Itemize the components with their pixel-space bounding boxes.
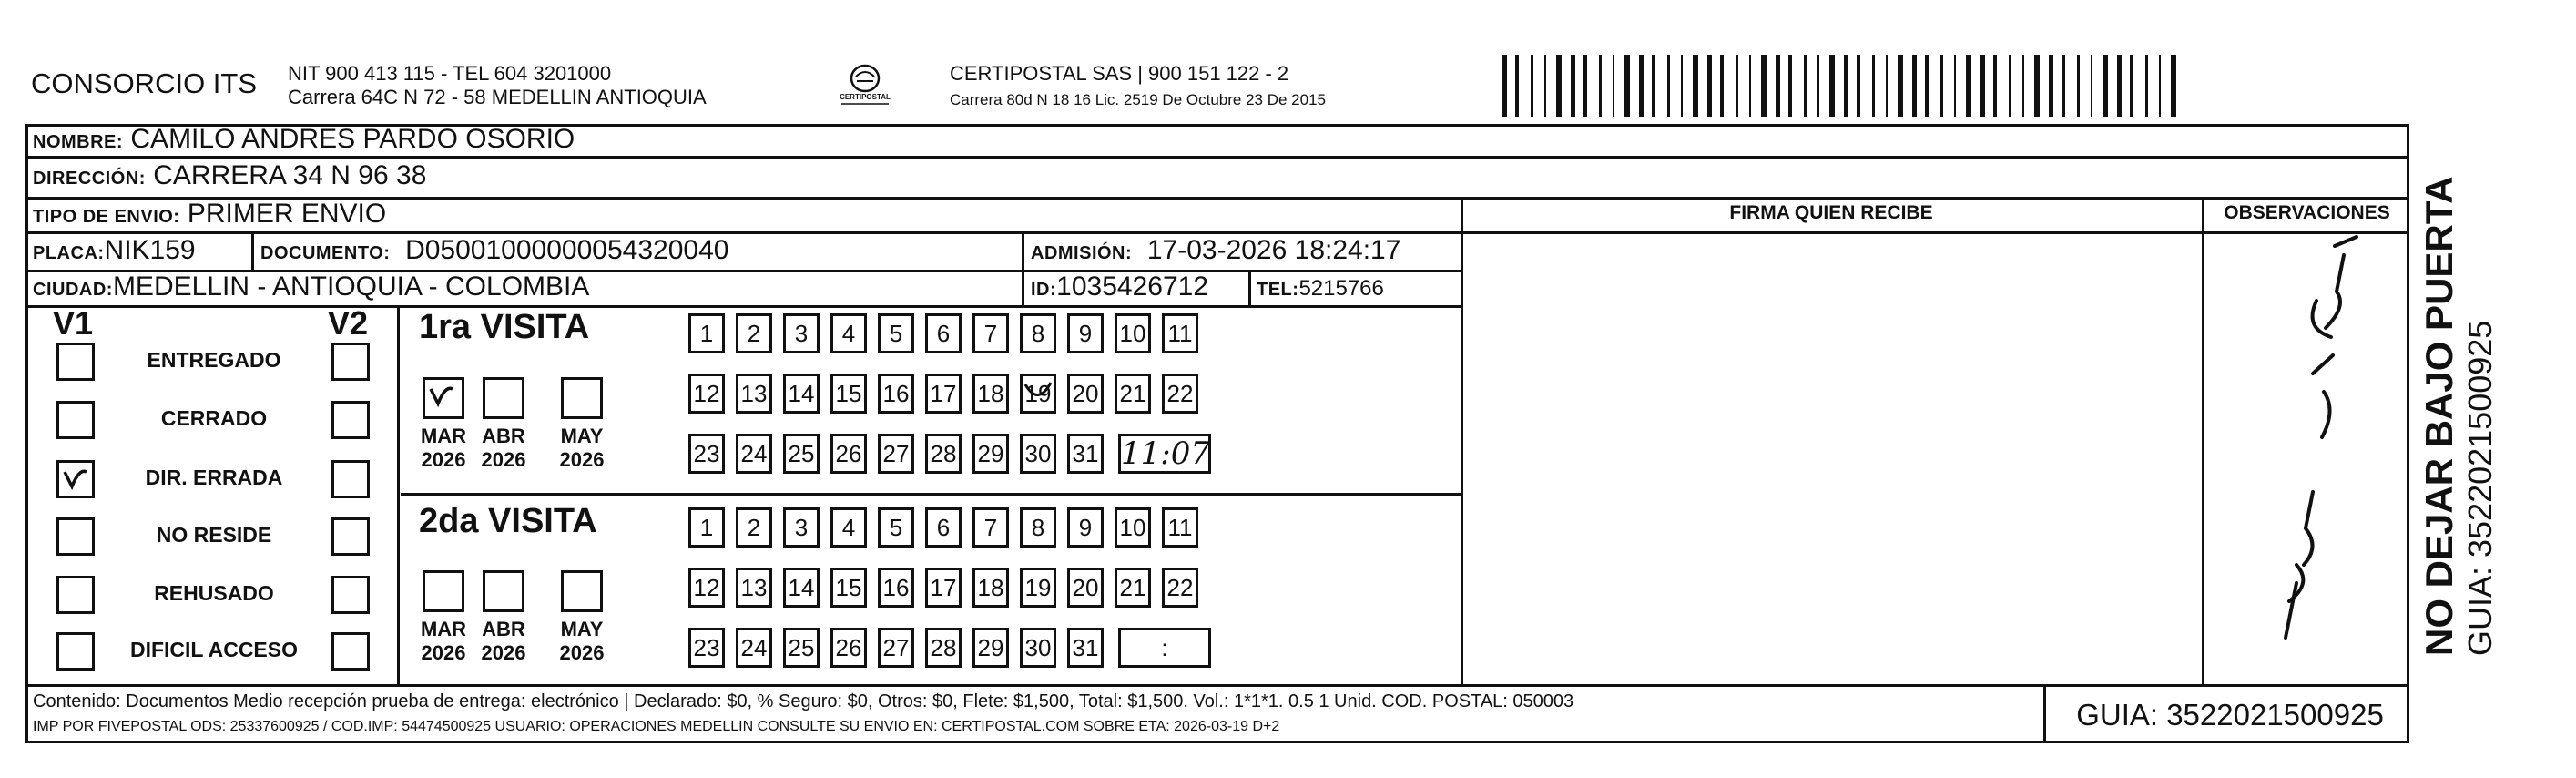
- certipostal-logo: CERTIPOSTAL: [838, 60, 892, 111]
- status-v1-checkbox[interactable]: [56, 576, 95, 614]
- day-box[interactable]: 6: [925, 507, 962, 548]
- status-v1-checkbox[interactable]: [56, 632, 95, 671]
- day-box[interactable]: 17: [925, 374, 962, 414]
- day-box[interactable]: 12: [688, 568, 725, 608]
- nombre-value: CAMILO ANDRES PARDO OSORIO: [130, 124, 575, 154]
- day-box[interactable]: 3: [783, 313, 820, 353]
- status-label: DIFICIL ACCESO: [129, 638, 298, 661]
- day-box[interactable]: 23: [688, 434, 725, 474]
- day-box[interactable]: 6: [925, 313, 962, 353]
- signature-scribble: [2249, 219, 2377, 656]
- day-box[interactable]: 16: [878, 568, 914, 608]
- day-box[interactable]: 28: [925, 628, 962, 668]
- day-box[interactable]: 28: [925, 434, 962, 474]
- status-v2-checkbox[interactable]: [331, 401, 370, 439]
- month-label: MAR: [420, 425, 467, 447]
- day-box[interactable]: 27: [878, 628, 914, 668]
- status-v2-checkbox[interactable]: [331, 517, 370, 556]
- day-box[interactable]: 10: [1115, 507, 1151, 548]
- no-dejar-bajo-puerta: NO DEJAR BAJO PUERTA: [2418, 176, 2460, 656]
- status-v1-checkbox[interactable]: [56, 517, 95, 556]
- month-checkbox[interactable]: [561, 377, 603, 419]
- status-label: DIR. ERRADA: [145, 466, 283, 489]
- day-box[interactable]: 21: [1115, 374, 1151, 414]
- year-label: 2026: [481, 641, 526, 664]
- day-box[interactable]: 13: [736, 374, 772, 414]
- day-box[interactable]: 26: [830, 434, 867, 474]
- admision-row: ADMISIÓN: 17-03-2026 18:24:17: [1031, 235, 1401, 265]
- direccion-row: DIRECCIÓN: CARRERA 34 N 96 38: [33, 160, 427, 190]
- company-address: Carrera 64C N 72 - 58 MEDELLIN ANTIOQUIA: [288, 86, 707, 108]
- day-box[interactable]: 10: [1115, 313, 1151, 353]
- status-v2-checkbox[interactable]: [331, 460, 370, 498]
- day-box[interactable]: 11: [1162, 313, 1198, 353]
- documento-value: D05001000000054320040: [405, 235, 729, 265]
- day-box[interactable]: 25: [783, 628, 820, 668]
- day-box[interactable]: 19: [1020, 568, 1056, 608]
- company-nit: NIT 900 413 115 - TEL 604 3201000: [288, 62, 612, 85]
- placa-value: NIK159: [104, 235, 196, 265]
- day-box[interactable]: 30: [1020, 628, 1056, 668]
- footer-imp: IMP POR FIVEPOSTAL ODS: 25337600925 / COD.IMP: 54474500925 USUARIO: OPERACIONES MEDELLIN CONSULTE SU ENVIO EN: CERTIPOSTAL.COM SOBRE ETA: 2026-03-19 D+2: [33, 719, 1280, 734]
- month-label: ABR: [482, 618, 525, 640]
- day-box[interactable]: 11: [1162, 507, 1198, 548]
- day-box[interactable]: 20: [1067, 568, 1104, 608]
- day-box[interactable]: 18: [972, 568, 1009, 608]
- status-v2-checkbox[interactable]: [331, 343, 370, 381]
- observaciones-header: OBSERVACIONES: [2224, 202, 2390, 223]
- carrier-name: CERTIPOSTAL SAS | 900 151 122 - 2: [950, 62, 1289, 85]
- visit1-title: 1ra VISITA: [419, 308, 590, 346]
- day-box[interactable]: 17: [925, 568, 962, 608]
- year-label: 2026: [421, 448, 466, 471]
- side-text: [2418, 146, 2554, 656]
- status-label: CERRADO: [160, 406, 268, 430]
- tipo-envio-value: PRIMER ENVIO: [187, 199, 387, 229]
- month-checkbox[interactable]: [483, 377, 524, 419]
- year-label: 2026: [559, 641, 605, 664]
- tel-value: 5215766: [1298, 276, 1384, 301]
- direccion-value: CARRERA 34 N 96 38: [153, 160, 427, 190]
- month-label: MAR: [420, 618, 467, 640]
- status-v1-checkbox[interactable]: [56, 401, 95, 439]
- v2-label: V2: [328, 304, 369, 342]
- day-box[interactable]: 24: [736, 628, 772, 668]
- day-box[interactable]: 22: [1162, 374, 1198, 414]
- barcode: [1502, 55, 2181, 117]
- day-box[interactable]: 31: [1067, 628, 1104, 668]
- status-v1-checkbox[interactable]: [56, 460, 95, 498]
- day-box[interactable]: 13: [736, 568, 772, 608]
- placa-row: PLACA:NIK159: [33, 235, 196, 265]
- day-box[interactable]: 20: [1067, 374, 1104, 414]
- day-box[interactable]: 9: [1067, 313, 1104, 353]
- day-box[interactable]: 4: [830, 507, 867, 548]
- status-v2-checkbox[interactable]: [331, 576, 370, 614]
- day-box[interactable]: 2: [736, 507, 772, 548]
- admision-value: 17-03-2026 18:24:17: [1146, 235, 1401, 265]
- side-guia: GUIA: 3522021500925: [2461, 320, 2499, 656]
- firma-header: FIRMA QUIEN RECIBE: [1729, 202, 1933, 223]
- month-checkbox[interactable]: [423, 377, 464, 419]
- day-box[interactable]: 3: [783, 507, 820, 548]
- status-label: ENTREGADO: [147, 348, 281, 372]
- day-box[interactable]: 23: [688, 628, 725, 668]
- ciudad-row: CIUDAD:MEDELLIN - ANTIOQUIA - COLOMBIA: [33, 271, 590, 302]
- day-box[interactable]: 26: [830, 628, 867, 668]
- day-box[interactable]: 14: [783, 568, 820, 608]
- day-box[interactable]: 16: [878, 374, 914, 414]
- day-box[interactable]: 24: [736, 434, 772, 474]
- company-name: CONSORCIO ITS: [31, 67, 258, 99]
- day-box[interactable]: 2: [736, 313, 772, 353]
- id-value: 1035426712: [1056, 271, 1209, 302]
- status-label: REHUSADO: [154, 581, 274, 605]
- day-box[interactable]: 1: [688, 313, 725, 353]
- handwritten-time: 11:07: [1121, 435, 1210, 472]
- ciudad-value: MEDELLIN - ANTIOQUIA - COLOMBIA: [112, 271, 590, 302]
- day-box[interactable]: 7: [972, 507, 1009, 548]
- month-checkbox[interactable]: [483, 570, 524, 612]
- day-box[interactable]: 25: [783, 434, 820, 474]
- id-row: ID:1035426712: [1031, 271, 1209, 302]
- time-box[interactable]: [1118, 434, 1211, 474]
- day-box[interactable]: 19: [1020, 374, 1056, 414]
- day-box[interactable]: 29: [972, 628, 1009, 668]
- day-box[interactable]: 31: [1067, 434, 1104, 474]
- year-label: 2026: [421, 641, 466, 664]
- month-label: MAY: [560, 425, 604, 447]
- day-box[interactable]: 27: [878, 434, 914, 474]
- day-box[interactable]: 14: [783, 374, 820, 414]
- day-box[interactable]: 5: [878, 507, 914, 548]
- day-box[interactable]: 22: [1162, 568, 1198, 608]
- tel-row: TEL:5215766: [1257, 276, 1384, 301]
- day-box[interactable]: 30: [1020, 434, 1056, 474]
- carrier-address: Carrera 80d N 18 16 Lic. 2519 De Octubre 23 De 2015: [950, 91, 1326, 108]
- status-v2-checkbox[interactable]: [331, 632, 370, 671]
- day-box[interactable]: 8: [1020, 313, 1056, 353]
- day-box[interactable]: 7: [972, 313, 1009, 353]
- visit2-title: 2da VISITA: [419, 502, 597, 540]
- day-box[interactable]: 5: [878, 313, 914, 353]
- day-box[interactable]: 1: [688, 507, 725, 548]
- day-box[interactable]: 15: [830, 374, 867, 414]
- day-box[interactable]: 12: [688, 374, 725, 414]
- year-label: 2026: [559, 448, 605, 471]
- nombre-row: NOMBRE: CAMILO ANDRES PARDO OSORIO: [33, 124, 575, 154]
- tipo-envio-row: TIPO DE ENVIO: PRIMER ENVIO: [33, 199, 387, 229]
- documento-row: DOCUMENTO: D05001000000054320040: [260, 235, 729, 265]
- v1-label: V1: [53, 304, 94, 342]
- day-box[interactable]: 8: [1020, 507, 1056, 548]
- time-box[interactable]: :: [1118, 628, 1211, 668]
- footer-guia: GUIA: 3522021500925: [2076, 698, 2384, 732]
- year-label: 2026: [481, 448, 526, 471]
- day-box[interactable]: 29: [972, 434, 1009, 474]
- status-v1-checkbox[interactable]: [56, 343, 95, 381]
- month-checkbox[interactable]: [561, 570, 603, 612]
- month-checkbox[interactable]: [423, 570, 464, 612]
- day-box[interactable]: 18: [972, 374, 1009, 414]
- status-label: NO RESIDE: [156, 523, 272, 547]
- footer-content: Contenido: Documentos Medio recepción prueba de entrega: electrónico | Declarado: $0, % Seguro: $0, Otros: $0, Flete: $1,500, Total: $1,500. Vol.: 1*1*1. 0.5 1 Unid. COD. POSTAL: 050003: [33, 691, 1574, 711]
- day-box[interactable]: 4: [830, 313, 867, 353]
- day-box[interactable]: 9: [1067, 507, 1104, 548]
- month-label: ABR: [482, 425, 525, 447]
- month-label: MAY: [560, 618, 604, 640]
- day-box[interactable]: 15: [830, 568, 867, 608]
- day-box[interactable]: 21: [1115, 568, 1151, 608]
